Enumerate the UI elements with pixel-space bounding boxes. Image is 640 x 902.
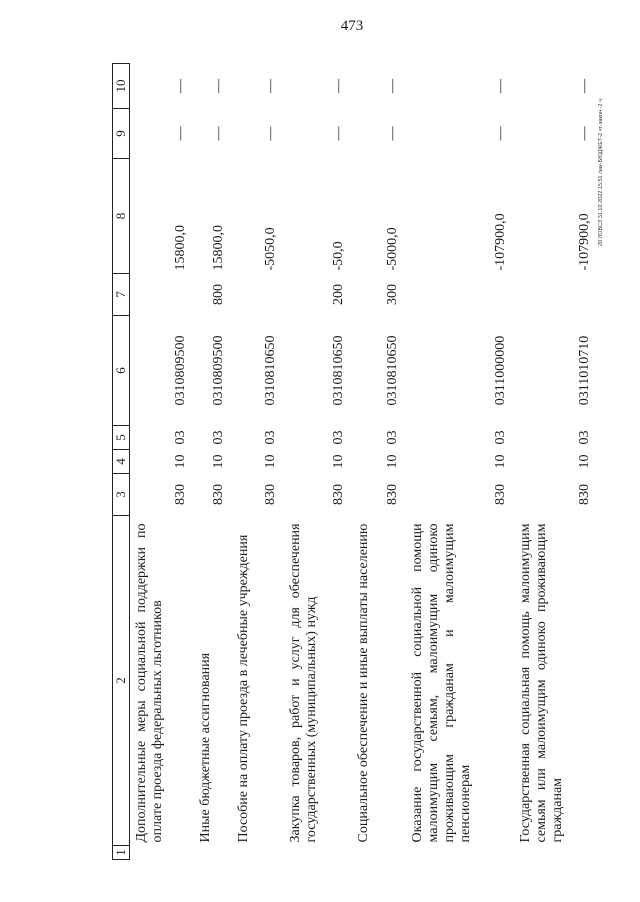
cell-target-article: 0310809500 bbox=[173, 335, 189, 406]
cell-subsection: 03 bbox=[577, 430, 593, 445]
cell-col10: — bbox=[211, 79, 227, 93]
column-number: 4 bbox=[113, 450, 130, 474]
cell-amount: 15800,0 bbox=[211, 225, 227, 271]
cell-expense-type bbox=[514, 274, 598, 316]
column-number: 7 bbox=[113, 274, 130, 316]
cell-target-article: 0310809500 bbox=[211, 335, 227, 406]
column-number: 8 bbox=[113, 159, 130, 274]
cell-col9: — bbox=[493, 126, 509, 141]
cell-col10: — bbox=[577, 79, 593, 93]
cell-subsection: 03 bbox=[385, 430, 401, 445]
cell-col10: — bbox=[173, 79, 189, 93]
cell-amount: -5050,0 bbox=[263, 227, 279, 271]
cell-ministry: 830 bbox=[577, 484, 593, 505]
table-row bbox=[352, 64, 406, 860]
cell-section: 10 bbox=[263, 454, 279, 469]
cell-amount: -5000,0 bbox=[385, 227, 401, 271]
row-name: Государственная социальная помощь малоимущим семьям или малоимущим одиноко проживающим гражданам bbox=[517, 523, 565, 843]
table-row bbox=[232, 64, 284, 860]
cell-target-article: 0310810650 bbox=[331, 335, 347, 406]
cell-target-article: 0310810650 bbox=[263, 335, 279, 406]
cell-col9: — bbox=[173, 126, 189, 141]
cell-expense-type bbox=[232, 274, 284, 316]
column-number: 1 bbox=[113, 846, 130, 860]
cell-ministry: 830 bbox=[385, 484, 401, 505]
cell-col10: — bbox=[493, 79, 509, 93]
row-name: Иные бюджетные ассигнования bbox=[197, 652, 213, 843]
cell-amount: -50,0 bbox=[331, 241, 347, 271]
row-name: Пособие на оплату проезда в лечебные учреждения bbox=[235, 534, 251, 843]
column-number: 3 bbox=[113, 474, 130, 516]
table-row bbox=[514, 64, 598, 860]
cell-ministry: 830 bbox=[173, 484, 189, 505]
cell-subsection: 03 bbox=[493, 430, 509, 445]
table-row bbox=[284, 64, 352, 860]
row-name: Закупка товаров, работ и услуг для обеспечения государственных (муниципальных) нужд bbox=[287, 523, 319, 843]
cell-col9: — bbox=[385, 126, 401, 141]
cell-target-article: 0310810650 bbox=[385, 335, 401, 406]
cell-expense-type: 300 bbox=[385, 284, 401, 305]
table-row bbox=[130, 64, 194, 860]
column-number: 6 bbox=[113, 316, 130, 426]
cell-subsection: 03 bbox=[331, 430, 347, 445]
cell-subsection: 03 bbox=[211, 430, 227, 445]
cell-col10: — bbox=[263, 79, 279, 93]
cell-col10: — bbox=[385, 79, 401, 93]
footer-stamp: 20 ЛОВСЗ 31.10.2022 15:51 /зак-БЮДЖЕТ-2 чт-закон -2 ч. bbox=[598, 97, 604, 246]
cell-section: 10 bbox=[331, 454, 347, 469]
column-number: 9 bbox=[113, 109, 130, 159]
cell-amount: -107900,0 bbox=[493, 213, 509, 271]
cell-expense-type bbox=[130, 274, 194, 316]
cell-ministry: 830 bbox=[211, 484, 227, 505]
cell-col10: — bbox=[331, 79, 347, 93]
cell-amount: 15800,0 bbox=[173, 225, 189, 271]
cell-target-article: 0311010710 bbox=[577, 335, 593, 406]
column-number-row bbox=[113, 64, 130, 860]
cell-section: 10 bbox=[385, 454, 401, 469]
cell-expense-type bbox=[406, 274, 514, 316]
cell-amount: -107900,0 bbox=[577, 213, 593, 271]
cell-expense-type: 200 bbox=[331, 284, 347, 305]
cell-ministry: 830 bbox=[493, 484, 509, 505]
cell-subsection: 03 bbox=[263, 430, 279, 445]
cell-col9: — bbox=[331, 126, 347, 141]
row-name: Дополнительные меры социальной поддержки по оплате проезда федеральных льготников bbox=[134, 523, 166, 843]
budget-table bbox=[112, 63, 598, 860]
cell-section: 10 bbox=[493, 454, 509, 469]
column-number: 10 bbox=[113, 64, 130, 109]
table-row bbox=[406, 64, 514, 860]
column-number: 5 bbox=[113, 426, 130, 450]
cell-col9: — bbox=[263, 126, 279, 141]
cell-col9: — bbox=[211, 126, 227, 141]
rotated-table-container bbox=[112, 64, 592, 860]
page-number: 473 bbox=[340, 18, 364, 34]
table-row bbox=[194, 64, 232, 860]
row-name: Социальное обеспечение и иные выплаты населению bbox=[355, 523, 371, 843]
cell-section: 10 bbox=[577, 454, 593, 469]
column-number: 2 bbox=[113, 516, 130, 846]
cell-expense-type: 800 bbox=[211, 284, 227, 305]
cell-target-article: 0311000000 bbox=[493, 335, 509, 406]
row-name: Оказание государственной социальной помощи малоимущим семьям, малоимущим одиноко проживающим гражданам и малоимущим пенсионерам bbox=[409, 523, 473, 843]
cell-subsection: 03 bbox=[173, 430, 189, 445]
cell-ministry: 830 bbox=[263, 484, 279, 505]
cell-section: 10 bbox=[211, 454, 227, 469]
cell-ministry: 830 bbox=[331, 484, 347, 505]
cell-section: 10 bbox=[173, 454, 189, 469]
cell-col9: — bbox=[577, 126, 593, 141]
